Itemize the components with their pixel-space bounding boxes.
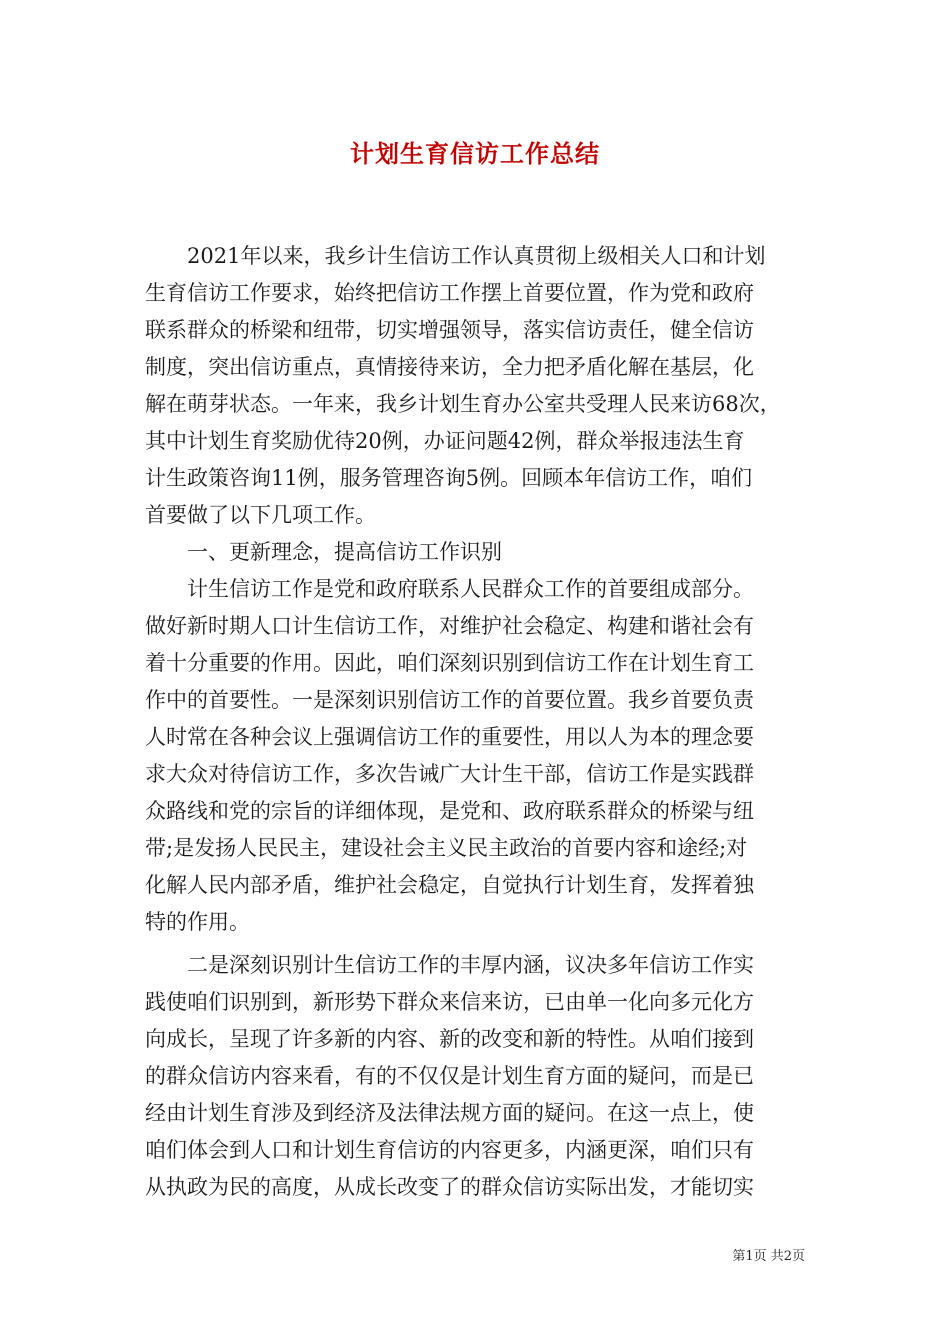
body-line: 首要做了以下几项工作。 — [145, 503, 376, 527]
body-line: 二是深刻识别计生信访工作的丰厚内涵，议决多年信访工作实 — [145, 953, 754, 977]
body-line: 计生政策咨询11例，服务管理咨询5例。回顾本年信访工作，咱们 — [145, 466, 753, 490]
body-line: 作中的首要性。一是深刻识别信访工作的首要位置。我乡首要负责 — [145, 688, 754, 712]
page-number: 第1页 共2页 — [732, 1249, 805, 1264]
body-line: 经由计划生育涉及到经济及法律法规方面的疑问。在这一点上，使 — [145, 1101, 754, 1125]
body-line: 的群众信访内容来看，有的不仅仅是计划生育方面的疑问，而是已 — [145, 1064, 754, 1088]
body-line: 生育信访工作要求，始终把信访工作摆上首要位置，作为党和政府 — [145, 281, 754, 305]
body-line: 求大众对待信访工作，多次告诫广大计生干部，信访工作是实践群 — [145, 762, 754, 786]
body-line: 其中计划生育奖励优待20例，办证问题42例，群众举报违法生育 — [145, 429, 745, 453]
body-line: 制度，突出信访重点，真情接待来访，全力把矛盾化解在基层，化 — [145, 355, 754, 379]
body-line: 计生信访工作是党和政府联系人民群众工作的首要组成部分。 — [145, 577, 754, 601]
body-line: 联系群众的桥梁和纽带，切实增强领导，落实信访责任，健全信访 — [145, 318, 754, 342]
body-line: 带;是发扬人民民主，建设社会主义民主政治的首要内容和途经;对 — [145, 836, 748, 860]
document-body — [145, 238, 815, 1206]
body-line: 化解人民内部矛盾，维护社会稳定，自觉执行计划生育，发挥着独 — [145, 873, 754, 897]
body-line: 着十分重要的作用。因此，咱们深刻识别到信访工作在计划生育工 — [145, 651, 754, 675]
document-title: 计划生育信访工作总结 — [350, 139, 600, 168]
section-heading: 一、更新理念，提高信访工作识别 — [145, 540, 502, 564]
body-line: 2021年以来，我乡计生信访工作认真贯彻上级相关人口和计划 — [145, 244, 766, 268]
body-line: 解在萌芽状态。一年来，我乡计划生育办公室共受理人民来访68次， — [145, 392, 781, 416]
body-line: 特的作用。 — [145, 910, 250, 934]
body-line: 践使咱们识别到，新形势下群众来信来访，已由单一化向多元化方 — [145, 990, 754, 1014]
body-line: 向成长，呈现了许多新的内容、新的改变和新的特性。从咱们接到 — [145, 1027, 754, 1051]
body-line: 做好新时期人口计生信访工作，对维护社会稳定、构建和谐社会有 — [145, 614, 754, 638]
body-line: 咱们体会到人口和计划生育信访的内容更多，内涵更深，咱们只有 — [145, 1138, 754, 1162]
body-line: 人时常在各种会议上强调信访工作的重要性，用以人为本的理念要 — [145, 725, 754, 749]
body-line: 从执政为民的高度，从成长改变了的群众信访实际出发，才能切实 — [145, 1175, 754, 1199]
body-line: 众路线和党的宗旨的详细体现，是党和、政府联系群众的桥梁与纽 — [145, 799, 754, 823]
